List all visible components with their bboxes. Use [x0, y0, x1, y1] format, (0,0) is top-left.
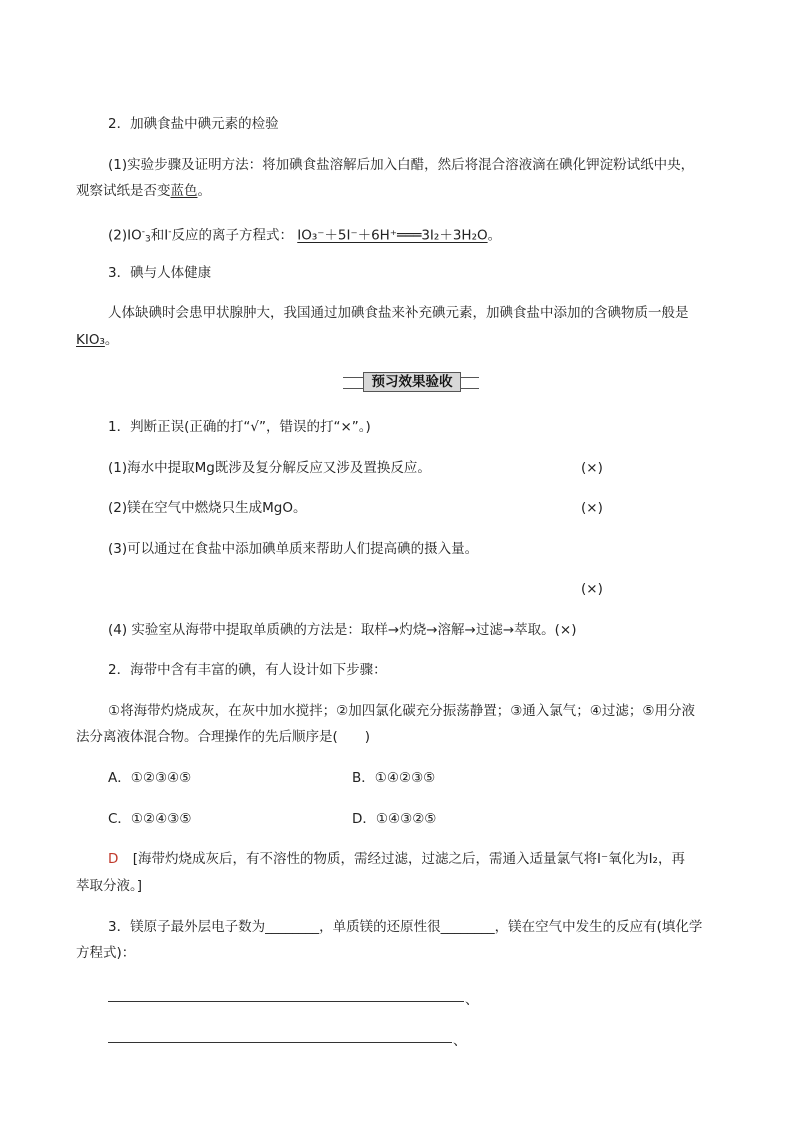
judgement-mark: (×): [581, 500, 603, 516]
question-1-title: 1．判断正误(正确的打“√”，错误的打“×”。): [108, 419, 371, 435]
explanation-text: [海带灼烧成灰后，有不溶性的物质，需经过滤，过滤之后，需通入适量氯气将I⁻氧化为I₂，再: [132, 851, 685, 867]
paragraph-2-2: $(2)IO^-_3$和I-反应的离子方程式： IO₃⁻＋5I⁻＋6H⁺═══3I₂＋3H₂O。: [108, 227, 502, 245]
text-segment: 和I: [150, 227, 169, 244]
question-2-explanation-b: 萃取分液。]: [76, 878, 143, 894]
paragraph-2-1-a: (1)实验步骤及证明方法：将加碘食盐溶解后加入白醋，然后将混合溶液滴在碘化钾淀粉试纸中央，: [108, 157, 695, 173]
banner-rule-right: [459, 377, 479, 389]
section-3-title: 3．碘与人体健康: [108, 265, 212, 281]
option-c: C．①②④③⑤: [108, 811, 192, 827]
text-segment: 。: [104, 332, 119, 348]
judgement-mark: (×): [581, 460, 603, 476]
question-1-item-4: (4) 实验室从海带中提取单质碘的方法是：取样→灼烧→溶解→过滤→萃取。(×): [108, 622, 577, 638]
option-a: A．①②③④⑤: [108, 770, 192, 786]
answer-blank-line-1[interactable]: [108, 1001, 464, 1002]
question-1-item-2: (2)镁在空气中燃烧只生成MgO。: [108, 500, 307, 516]
answer-letter: D: [108, 851, 119, 867]
question-1-item-1: (1)海水中提取Mg既涉及复分解反应又涉及置换反应。: [108, 460, 431, 476]
question-1-item-3: (3)可以通过在食盐中添加碘单质来帮助人们提高碘的摄入量。: [108, 541, 479, 557]
ionic-equation: IO₃⁻＋5I⁻＋6H⁺═══3I₂＋3H₂O: [297, 227, 488, 244]
answer-blue: 蓝色: [170, 183, 198, 199]
text-segment: 。: [197, 183, 211, 199]
separator: 、: [465, 992, 479, 1008]
banner-title: 预习效果验收: [363, 372, 461, 392]
answer-blank-line-2[interactable]: [108, 1042, 452, 1043]
judgement-mark: (×): [581, 581, 603, 597]
separator: 、: [453, 1033, 467, 1049]
banner-rule-left: [343, 377, 363, 389]
paragraph-2-1-b: [76, 181, 211, 201]
question-2-title: 2．海带中含有丰富的碘，有人设计如下步骤：: [108, 662, 387, 678]
paragraph-3-b: [76, 330, 118, 350]
option-d: D．①④③②⑤: [352, 811, 437, 827]
question-2-steps-b: 法分离液体混合物。合理操作的先后顺序是( ): [76, 729, 371, 745]
text-segment: 观察试纸是否变: [76, 183, 171, 199]
paragraph-3-a: 人体缺碘时会患甲状腺肿大，我国通过加碘食盐来补充碘元素，加碘食盐中添加的含碘物质一般是: [108, 305, 689, 321]
question-2-explanation-a: [108, 849, 685, 869]
section-2-title: 2．加碘食盐中碘元素的检验: [108, 116, 279, 132]
question-3-b: 方程式)：: [76, 945, 136, 961]
text-segment: (2)IO: [108, 227, 142, 244]
question-3-a: 3．镁原子最外层电子数为________，单质镁的还原性很________，镁在空气中发生的反应有(填化学: [108, 919, 703, 935]
kio3-answer: KIO₃: [76, 332, 105, 348]
question-2-steps-a: ①将海带灼烧成灰，在灰中加水搅拌；②加四氯化碳充分振荡静置；③通入氯气；④过滤；⑤用分液: [108, 703, 696, 719]
section-banner: [343, 372, 479, 392]
text-segment: 。: [487, 227, 502, 244]
text-segment: 反应的离子方程式：: [171, 227, 293, 244]
option-b: B．①④②③⑤: [352, 770, 436, 786]
